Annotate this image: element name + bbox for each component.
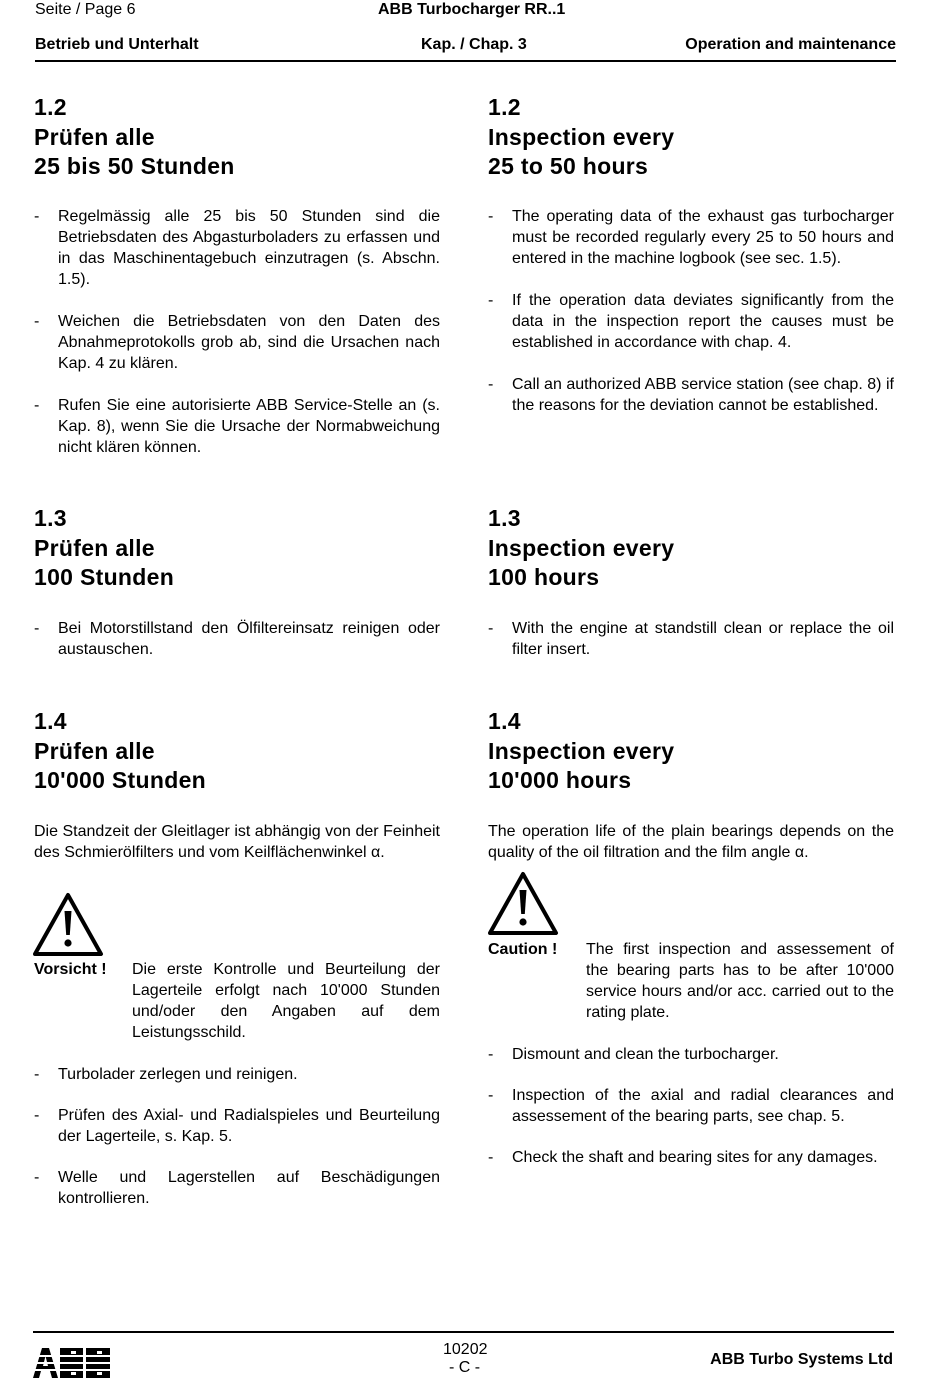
section-title-line: 10'000 Stunden [34, 767, 207, 793]
list-item: - Prüfen des Axial- und Radialspieles und Beurteilung der Lagerteile, s. Kap. 5. [34, 1107, 440, 1145]
section-number: 1.4 [34, 708, 67, 734]
list-item: - Weichen die Betriebsdaten von den Daten des Abnahmeprotokolls grob ab, sind die Ursachen nach Kap. 4 zu klären. [34, 313, 440, 372]
section-1-4-en [488, 707, 894, 796]
section-title-line: Inspection every [488, 534, 675, 561]
list-item: - Check the shaft and bearing sites for any damages. [488, 1149, 878, 1166]
bullet-list-1-3-en [488, 618, 894, 660]
warning-triangle-icon [32, 891, 104, 957]
bullet-list-1-4-de [34, 1064, 440, 1209]
section-title-line: 25 bis 50 Stunden [34, 153, 235, 179]
section-1-3-en [488, 504, 894, 593]
company-name: ABB Turbo Systems Ltd [710, 1351, 893, 1368]
list-item: - The operating data of the exhaust gas turbocharger must be recorded regularly every 25 to 50 hours and entered in the machine logbook (see sec. 1.5). [488, 208, 894, 267]
section-title-line: Prüfen alle [34, 534, 155, 561]
section-number: 1.2 [34, 94, 67, 120]
bullet-list-1-3-de [34, 618, 440, 660]
intro-1-4-de [34, 821, 440, 863]
list-item: - Rufen Sie eine autorisierte ABB Service-Stelle an (s. Kap. 8), wenn Sie die Ursache der Normabweichung nicht klären können. [34, 397, 440, 456]
list-item: - Welle und Lagerstellen auf Beschädigungen kontrollieren. [34, 1169, 440, 1207]
list-item: - Dismount and clean the turbocharger. [488, 1046, 779, 1063]
list-item: - Regelmässig alle 25 bis 50 Stunden sind die Betriebsdaten des Abgasturboladers zu erfassen und in das Maschinentagebuch einzutragen (s. Abschn. 1.5). [34, 208, 440, 288]
intro-paragraph: The operation life of the plain bearings depends on the quality of the oil filtration and the film angle α. [488, 823, 894, 861]
list-item: - Call an authorized ABB service station (see chap. 8) if the reasons for the deviation cannot be established. [488, 376, 894, 414]
section-1-3-de [34, 504, 440, 593]
section-de: Betrieb und Unterhalt [35, 36, 199, 53]
caution-text: Die erste Kontrolle und Beurteilung der Lagerteile erfolgt nach 10'000 Stunden und/oder den Angaben auf dem Leistungsschild. [132, 961, 440, 1041]
header-rule [35, 60, 896, 62]
bullet-list-1-4-en [488, 1044, 894, 1168]
intro-1-4-en [488, 821, 894, 863]
section-title-line: 10'000 hours [488, 767, 632, 793]
section-1-4-de [34, 707, 440, 796]
list-item: - With the engine at standstill clean or replace the oil filter insert. [488, 620, 894, 658]
section-title-line: 100 hours [488, 564, 600, 590]
caution-label: Caution ! [488, 941, 558, 958]
section-en: Operation and maintenance [685, 36, 896, 53]
section-title-line: Inspection every [488, 123, 675, 150]
caution-label: Vorsicht ! [34, 961, 107, 978]
section-1-2-de [34, 93, 440, 182]
page-label: Seite / Page 6 [35, 1, 136, 18]
list-item: - If the operation data deviates significantly from the data in the inspection report the causes must be established in accordance with chap. 4. [488, 292, 894, 351]
footer-rule [33, 1331, 894, 1333]
bullet-list-1-2-de [34, 206, 440, 458]
chapter-label: Kap. / Chap. 3 [421, 36, 527, 53]
section-title-line: 100 Stunden [34, 564, 175, 590]
section-number: 1.4 [488, 708, 521, 734]
bullet-list-1-2-en [488, 206, 894, 416]
section-title-line: 25 to 50 hours [488, 153, 649, 179]
list-item: - Turbolader zerlegen und reinigen. [34, 1066, 298, 1083]
intro-paragraph: Die Standzeit der Gleitlager ist abhängig von der Feinheit des Schmierölfilters und vom Keilflächenwinkel α. [34, 823, 440, 861]
caution-text: The first inspection and assessement of the bearing parts has to be after 10'000 service hours and/or acc. carried out to the rating plate. [586, 941, 894, 1021]
section-number: 1.3 [488, 505, 521, 531]
section-title-line: Prüfen alle [34, 123, 155, 150]
section-title-line: Prüfen alle [34, 737, 155, 764]
section-1-2-en [488, 93, 894, 182]
caution-block-en [488, 939, 894, 1023]
abb-logo [33, 1348, 111, 1378]
doc-number: 10202 [443, 1341, 488, 1358]
list-item: - Bei Motorstillstand den Ölfiltereinsatz reinigen oder austauschen. [34, 620, 440, 658]
warning-triangle-icon [487, 870, 559, 936]
revision: - C - [449, 1359, 481, 1376]
section-number: 1.3 [34, 505, 67, 531]
caution-block-de [34, 959, 440, 1043]
section-number: 1.2 [488, 94, 521, 120]
section-title-line: Inspection every [488, 737, 675, 764]
doc-title: ABB Turbocharger RR..1 [378, 1, 566, 18]
list-item: - Inspection of the axial and radial clearances and assessement of the bearing parts, see chap. 5. [488, 1087, 894, 1125]
